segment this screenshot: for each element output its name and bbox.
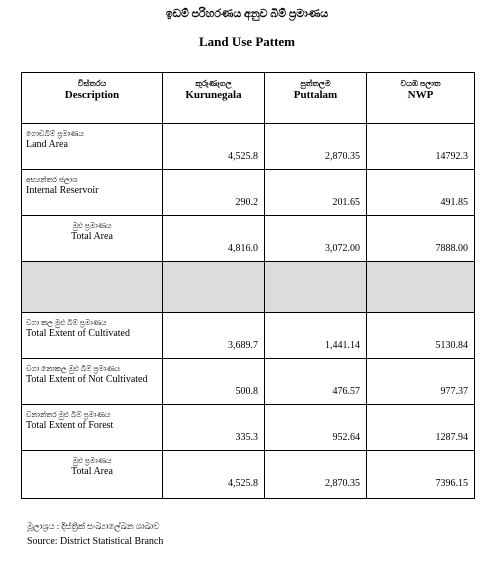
cell-puttalam [265,359,367,405]
table-row-total-area [22,216,475,262]
row-label-si: වගා කල මුළු බිම් ප්‍රමාණය [26,318,107,327]
cell-kurunegala [163,313,265,359]
cell-nwp [367,124,475,170]
row-description [22,359,163,405]
cell-value: 491.85 [440,197,468,208]
separator-cell [367,262,475,313]
row-label-en: Land Area [26,139,68,150]
cell-value: 952.64 [332,432,360,443]
cell-value: 4,525.8 [228,151,258,162]
table-header-row [22,73,475,124]
cell-value: 4,525.8 [228,478,258,489]
cell-puttalam [265,313,367,359]
source-si: මූලාශ්‍රය : දිස්ත්‍රික් සංඛ්‍යාලේඛන ශාඛාව [27,521,160,531]
table-row-cultivated [22,313,475,359]
row-label-si: ගොඩබිම් ප්‍රමාණය [26,129,84,138]
cell-puttalam [265,124,367,170]
row-description [22,313,163,359]
row-description [22,170,163,216]
cell-puttalam [265,216,367,262]
table-separator-row [22,262,475,313]
row-label-en: Total Extent of Cultivated [26,328,130,339]
cell-nwp [367,313,475,359]
row-label-en: Total Extent of Not Cultivated [26,374,148,385]
source-note [27,520,163,548]
row-label-en: Internal Reservoir [26,185,99,196]
cell-value: 2,870.35 [325,478,360,489]
row-label-si: වනාන්තර මුළු බිම් ප්‍රමාණය [26,410,111,419]
row-label-si: වගා නොකල මුළු බිම් ප්‍රමාණය [26,364,121,373]
cell-kurunegala [163,170,265,216]
cell-value: 290.2 [235,197,258,208]
cell-nwp [367,451,475,499]
cell-value: 4,816.0 [228,243,258,254]
cell-nwp [367,405,475,451]
row-label-en: Total Extent of Forest [26,420,114,431]
cell-kurunegala [163,359,265,405]
row-description [22,405,163,451]
cell-nwp [367,216,475,262]
cell-value: 2,870.35 [325,151,360,162]
table-row-total-area-2 [22,451,475,499]
header-puttalam [265,73,367,124]
header-description [22,73,163,124]
cell-value: 1,441.14 [325,340,360,351]
header-si: විස්තරය [77,79,107,88]
page-title-sinhala: ඉඩම් පරිහරණය අනුව බිම් ප්‍රමාණය [165,8,329,20]
cell-value: 7396.15 [435,478,468,489]
row-label-si: මුළු ප්‍රමාණය [72,221,112,230]
header-en: Puttalam [293,89,338,101]
cell-value: 1287.94 [435,432,468,443]
cell-value: 5130.84 [435,340,468,351]
row-label-en: Total Area [71,466,113,477]
land-use-table [21,72,475,499]
table-row-internal-reservoir [22,170,475,216]
table-row-land-area [22,124,475,170]
cell-value: 977.37 [440,386,468,397]
row-label-en: Total Area [71,231,113,242]
separator-cell [22,262,163,313]
cell-value: 500.8 [235,386,258,397]
cell-value: 201.65 [332,197,360,208]
cell-value: 3,072.00 [325,243,360,254]
cell-value: 14792.3 [435,151,468,162]
cell-value: 3,689.7 [228,340,258,351]
row-description [22,124,163,170]
page-title: Land Use Pattem [198,34,296,49]
cell-value: 476.57 [332,386,360,397]
table-row-not-cultivated [22,359,475,405]
row-label-si: අභ්‍යන්තර ජලාශ [26,175,78,184]
row-description [22,451,163,499]
source-en: Source: District Statistical Branch [27,536,164,547]
cell-puttalam [265,405,367,451]
header-si: වයඹ පලාත [400,79,441,88]
separator-cell [265,262,367,313]
header-nwp [367,73,475,124]
header-si: පුත්තලම [300,79,331,88]
cell-kurunegala [163,405,265,451]
cell-kurunegala [163,216,265,262]
cell-kurunegala [163,124,265,170]
header-en: Description [64,89,120,101]
separator-cell [163,262,265,313]
cell-nwp [367,170,475,216]
cell-nwp [367,359,475,405]
header-en: NWP [407,89,434,101]
cell-puttalam [265,170,367,216]
cell-value: 335.3 [235,432,258,443]
row-label-si: මුළු ප්‍රමාණය [72,456,112,465]
cell-kurunegala [163,451,265,499]
header-kurunegala [163,73,265,124]
row-description [22,216,163,262]
cell-puttalam [265,451,367,499]
cell-value: 7888.00 [435,243,468,254]
header-en: Kurunegala [185,89,242,101]
table-row-forest [22,405,475,451]
header-si: කුරුණෑගල [195,79,232,88]
